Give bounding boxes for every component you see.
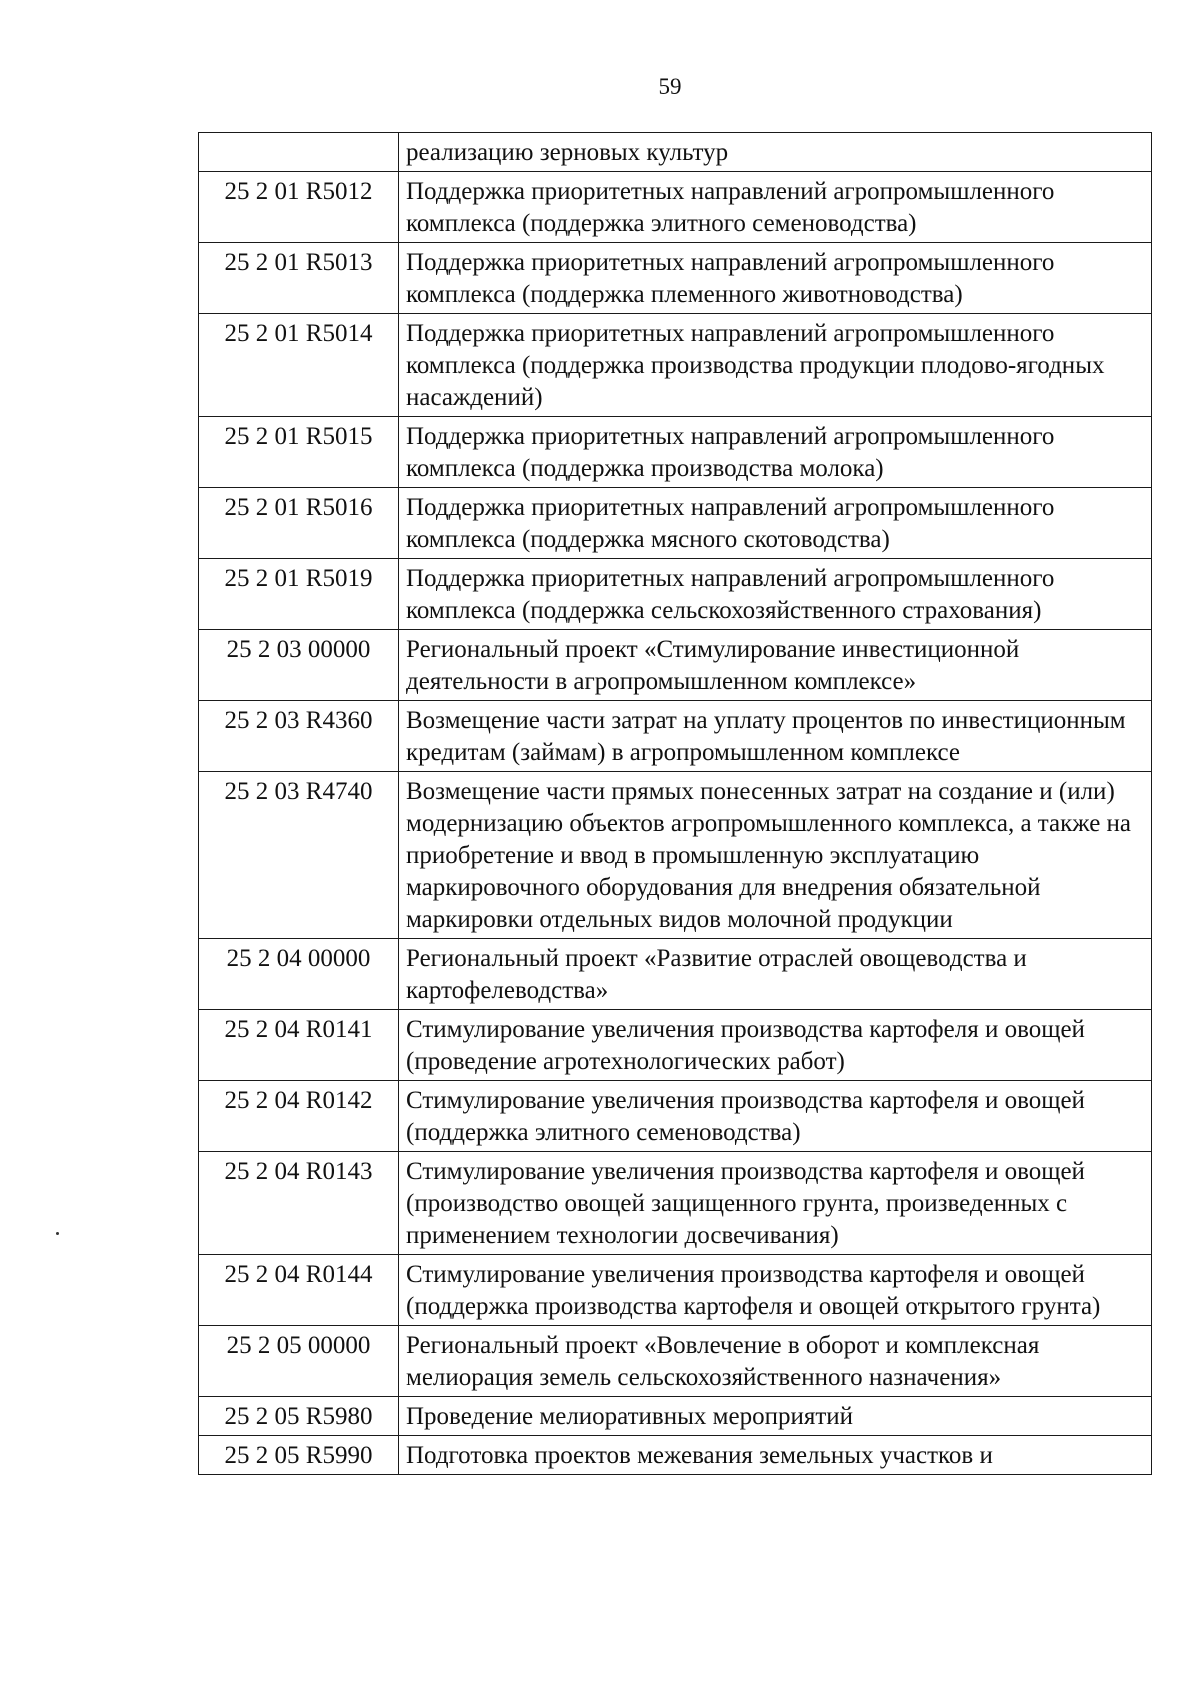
- table-row: [199, 559, 1152, 630]
- table-row: [199, 243, 1152, 314]
- row-code: 25 2 03 R4740: [199, 772, 399, 939]
- row-description: Проведение мелиоративных мероприятий: [399, 1397, 1152, 1436]
- row-description: Поддержка приоритетных направлений агропромышленного комплекса (поддержка племенного животноводства): [399, 243, 1152, 314]
- row-description: Поддержка приоритетных направлений агропромышленного комплекса (поддержка сельскохозяйственного страхования): [399, 559, 1152, 630]
- table-row: [199, 1326, 1152, 1397]
- table-row: [199, 772, 1152, 939]
- row-code: 25 2 04 R0144: [199, 1255, 399, 1326]
- row-description: Региональный проект «Стимулирование инвестиционной деятельности в агропромышленном комплексе»: [399, 630, 1152, 701]
- row-code: 25 2 01 R5014: [199, 314, 399, 417]
- row-code: [199, 133, 399, 172]
- row-description: Возмещение части затрат на уплату процентов по инвестиционным кредитам (займам) в агропромышленном комплексе: [399, 701, 1152, 772]
- row-description: Стимулирование увеличения производства картофеля и овощей (поддержка производства картофеля и овощей открытого грунта): [399, 1255, 1152, 1326]
- row-code: 25 2 03 R4360: [199, 701, 399, 772]
- row-description: Поддержка приоритетных направлений агропромышленного комплекса (поддержка производства продукции плодово-ягодных насаждений): [399, 314, 1152, 417]
- row-description: Подготовка проектов межевания земельных участков и: [399, 1436, 1152, 1475]
- table-row: [199, 488, 1152, 559]
- row-description: Стимулирование увеличения производства картофеля и овощей (проведение агротехнологических работ): [399, 1010, 1152, 1081]
- row-code: 25 2 01 R5016: [199, 488, 399, 559]
- row-description: Стимулирование увеличения производства картофеля и овощей (поддержка элитного семеноводства): [399, 1081, 1152, 1152]
- budget-classification-table: [198, 132, 1152, 1475]
- row-description: Стимулирование увеличения производства картофеля и овощей (производство овощей защищенного грунта, произведенных с применением технологии досвечивания): [399, 1152, 1152, 1255]
- table-row: [199, 701, 1152, 772]
- row-code: 25 2 04 R0143: [199, 1152, 399, 1255]
- page-number: 59: [658, 74, 682, 99]
- row-description: Поддержка приоритетных направлений агропромышленного комплекса (поддержка мясного скотоводства): [399, 488, 1152, 559]
- row-description: Поддержка приоритетных направлений агропромышленного комплекса (поддержка элитного семеноводства): [399, 172, 1152, 243]
- table-row: [199, 1152, 1152, 1255]
- row-code: 25 2 05 00000: [199, 1326, 399, 1397]
- row-code: 25 2 01 R5015: [199, 417, 399, 488]
- table-row: [199, 1436, 1152, 1475]
- row-description: реализацию зерновых культур: [399, 133, 1152, 172]
- row-description: Поддержка приоритетных направлений агропромышленного комплекса (поддержка производства молока): [399, 417, 1152, 488]
- scan-speck: [56, 1232, 59, 1235]
- table-row: [199, 939, 1152, 1010]
- row-code: 25 2 04 R0142: [199, 1081, 399, 1152]
- row-code: 25 2 05 R5980: [199, 1397, 399, 1436]
- row-code: 25 2 01 R5013: [199, 243, 399, 314]
- row-code: 25 2 01 R5012: [199, 172, 399, 243]
- table-row: [199, 630, 1152, 701]
- table-row: [199, 1255, 1152, 1326]
- table-row: [199, 1397, 1152, 1436]
- row-description: Региональный проект «Вовлечение в оборот и комплексная мелиорация земель сельскохозяйственного назначения»: [399, 1326, 1152, 1397]
- row-code: 25 2 04 00000: [199, 939, 399, 1010]
- table-row: [199, 1010, 1152, 1081]
- row-code: 25 2 03 00000: [199, 630, 399, 701]
- table-row: [199, 417, 1152, 488]
- table-row: [199, 133, 1152, 172]
- row-code: 25 2 05 R5990: [199, 1436, 399, 1475]
- table-row: [199, 1081, 1152, 1152]
- table-row: [199, 314, 1152, 417]
- row-code: 25 2 01 R5019: [199, 559, 399, 630]
- row-code: 25 2 04 R0141: [199, 1010, 399, 1081]
- row-description: Региональный проект «Развитие отраслей овощеводства и картофелеводства»: [399, 939, 1152, 1010]
- table-row: [199, 172, 1152, 243]
- row-description: Возмещение части прямых понесенных затрат на создание и (или) модернизацию объектов агропромышленного комплекса, а также на приобретение и ввод в промышленную эксплуатацию маркировочного оборудования для внедрения обязательной маркировки отдельных видов молочной продукции: [399, 772, 1152, 939]
